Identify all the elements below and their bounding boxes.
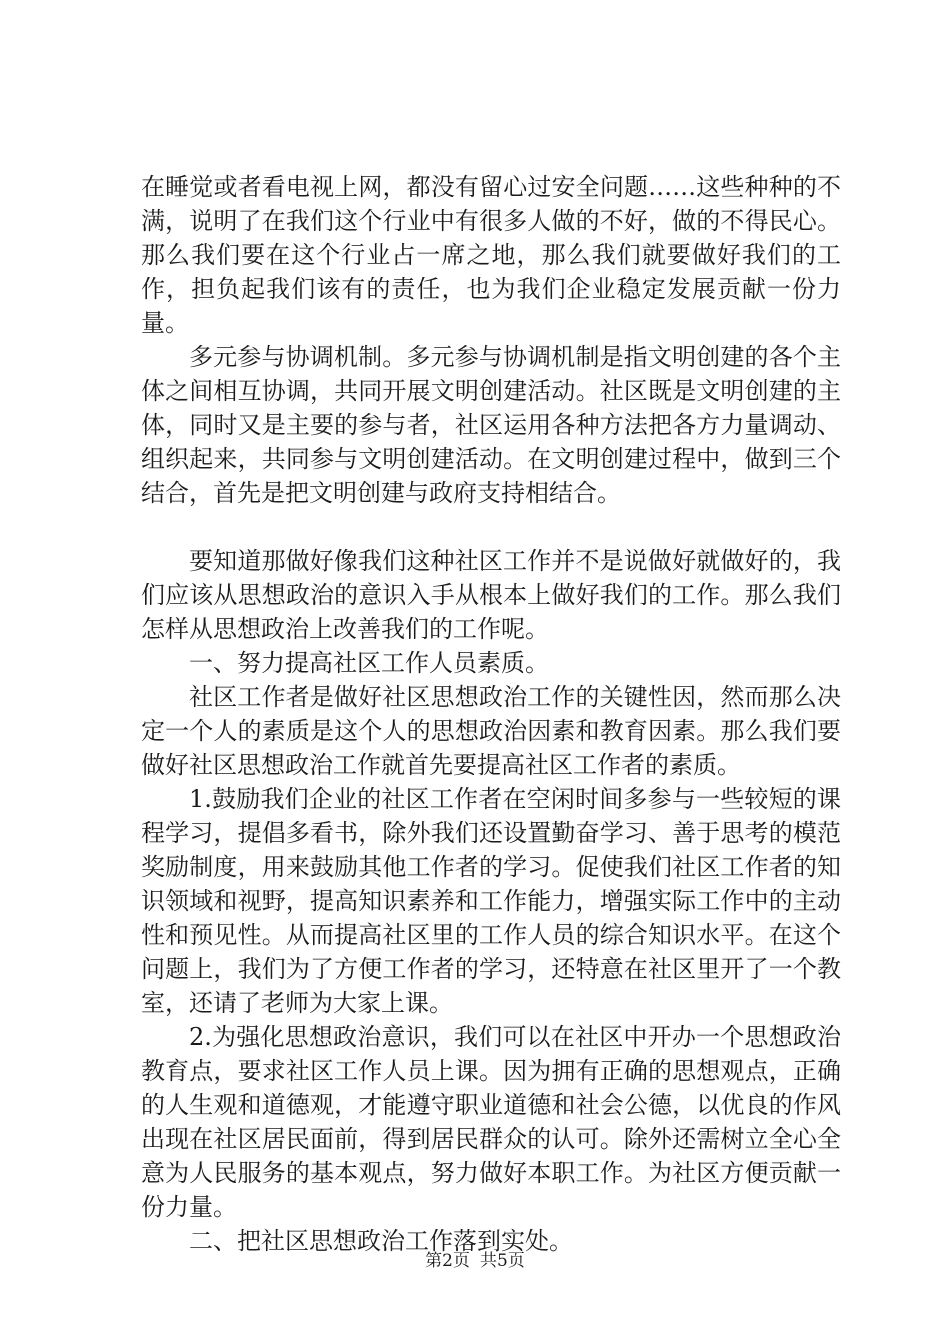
paragraph-continuation: 在睡觉或者看电视上网，都没有留心过安全问题……这些种种的不满，说明了在我们这个行业中有很多人做的不好，做的不得民心。那么我们要在这个行业占一席之地，那么我们就要做好我们的工作，担负起我们该有的责任，也为我们企业稳定发展贡献一份力量。 [141,173,841,337]
page-total: 共5页 [480,1251,525,1271]
paragraph-worker-quality: 社区工作者是做好社区思想政治工作的关键性因，然而那么决定一个人的素质是这个人的思想政治因素和教育因素。那么我们要做好社区思想政治工作就首先要提高社区工作者的素质。 [141,683,841,779]
page-number: 第2页 [425,1251,470,1271]
list-item-2: 2.为强化思想政治意识，我们可以在社区中开办一个思想政治教育点，要求社区工作人员上课。因为拥有正确的思想观点，正确的人生观和道德观，才能遵守职业道德和社会公德，以优良的作风出现在社区居民面前，得到居民群众的认可。除外还需树立全心全意为人民服务的基本观点，努力做好本职工作。为社区方便贡献一份力量。 [141,1023,841,1221]
document-body [141,170,841,1258]
list-item-1: 1.鼓励我们企业的社区工作者在空闲时间多参与一些较短的课程学习，提倡多看书，除外我们还设置勤奋学习、善于思考的模范奖励制度，用来鼓励其他工作者的学习。促使我们社区工作者的知识领域和视野，提高知识素养和工作能力，增强实际工作中的主动性和预见性。从而提高社区里的工作人员的综合知识水平。在这个问题上，我们为了方便工作者的学习，还特意在社区里开了一个教室，还请了老师为大家上课。 [141,785,841,1017]
section-heading-2: 二、把社区思想政治工作落到实处。 [189,1227,573,1255]
paragraph-coordination-mechanism: 多元参与协调机制。多元参与协调机制是指文明创建的各个主体之间相互协调，共同开展文明创建活动。社区既是文明创建的主体，同时又是主要的参与者，社区运用各种方法把各方力量调动、组织起来，共同参与文明创建活动。在文明创建过程中，做到三个结合，首先是把文明创建与政府支持相结合。 [141,343,841,507]
section-heading-1: 一、努力提高社区工作人员素质。 [189,649,549,677]
paragraph-intro: 要知道那做好像我们这种社区工作并不是说做好就做好的，我们应该从思想政治的意识入手从根本上做好我们的工作。那么我们怎样从思想政治上改善我们的工作呢。 [141,547,841,643]
page-footer [0,1246,950,1271]
